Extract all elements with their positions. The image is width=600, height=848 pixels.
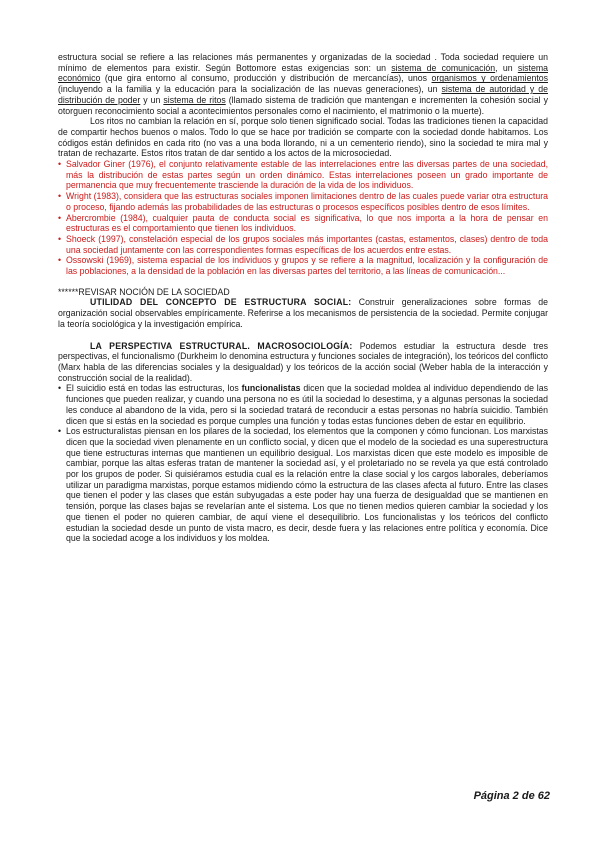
bold-term: funcionalistas: [241, 383, 301, 394]
text-run: y un: [140, 94, 164, 105]
text-run: , un: [495, 62, 518, 73]
perspective-heading: LA PERSPECTIVA ESTRUCTURAL. MACROSOCIOLOGÍA:: [90, 340, 353, 351]
spacer: [58, 330, 548, 341]
ritos-paragraph: Los ritos no cambian la relación en sí, porque solo tienen significado social. Todas las tradiciones tienen la capacidad de compartir hechos buenos o malos. Todo lo que se hace por tradición se comparte con la sociedad donde habitamos. Los códigos están definidos en cada rito (no vas a una boda llorando, ni a un cementerio riendo), sino la sociedad te mira mal y tratan de rechazarte. Estos ritos tratan de dar sentido a los actos de la microsociedad.: [58, 116, 548, 159]
bottomore-paragraph: [58, 52, 548, 116]
perspective-paragraph: [58, 341, 548, 384]
page-number: Página 2 de 62: [473, 790, 550, 802]
utility-text: Construir generalizaciones sobre formas de organización social observables empíricamente. Referirse a los mecanismos de persistencia de la sociedad. Permite conjugar la teoría sociológica y la investigación empírica.: [58, 297, 548, 329]
text-run: dicen que la sociedad moldea al individuo dependiendo de las funciones que pueden realizar, y cuando una persona no es útil la sociedad lo desestima, y a algunas personas la sociedad les conduce al abandono de la vida, pero si la sociedad tratará de reconducir a estas personas no habría suicidio. También dicen que si estás en la sociedad es porque cumples una función y todas estas funciones deben de estar en equilibrio.: [66, 383, 548, 426]
definitions-list: [58, 159, 548, 277]
definition-item: • Wright (1983), considera que las estructuras sociales imponen limitaciones dentro de las cuales puede variar otra estructura o proceso, fijando además las probabilidades de las estructuras o procesos específicos posibles dentro de esos límites.: [58, 191, 548, 212]
definition-item: • Shoeck (1997), constelación especial de los grupos sociales más importantes (castas, estamentos, clases) dentro de toda una sociedad juntamente con las correspondientes formas específicas de los acuerdos entre estas.: [58, 234, 548, 255]
structuralists-bullet: • Los estructuralistas piensan en los pilares de la sociedad, los elementos que la componen y cómo funcionan. Los marxistas dicen que la sociedad viven plenamente en un conflicto social, y dicen que el modelo de la sociedad es una superestructura que tiene estructuras internas que mantienen un equilibrio desigual. Los marxistas dicen que este modelo es imposible de cambiar, porque las altas esferas tratan de mantener la sociedad así, y el proletariado no se revela ya que está controlado por los grupos de poder. Si quisiéramos estudia cual es la relación entre la clase social y los cargos laborales, deberíamos utilizar un paradigma marxistas, porque estamos midiendo cómo la estructura de las clases afecta al futuro. Entre las clases que tienen el poder y las clases que están subyugadas a este poder hay una fuerza de desigualdad que se mantienen en tensión, porque las clases bajas se revelarían ante el sistema. Los que no tienen medios quieren cambiar la sociedad y los que tienen el poder no quieren cambiar, de aquí viene el desequilibrio. Los funcionalistas y los teóricos del conflicto estudian la sociedad desde un punto de vista macro, es decir, desde fuera y las relaciones entre política y economía. Dice que la sociedad acoge a los individuos y los moldea.: [58, 426, 548, 544]
perspective-text: Podemos estudiar la estructura desde tres perspectivas, el funcionalismo (Durkheim lo denomina estructura y funciones sociales de integración), los teóricos del conflicto (Marx habla de las diferencias sociales y la desigualdad) y los teóricos de la acción social (Weber habla de la interacción y construcción social de la realidad).: [58, 340, 548, 383]
underlined-term: sistema de ritos: [163, 94, 226, 105]
underlined-term: sistema de comunicación: [391, 62, 496, 73]
text-run: (llamado sistema de tradición que mantengan e incrementen la cohesión social y otorguen reconocimiento social a acontecimientos personales como el nacimiento, el matrimonio o la muerte).: [58, 94, 548, 116]
text-run: estructura social se refiere a las relaciones más permanentes y organizadas de la sociedad . Toda sociedad requiere un mínimo de elementos para existir. Según Bottomore estas exigencias son: un: [58, 52, 548, 73]
text-run: (que gira entorno al consumo, producción y distribución de mercancías), unos: [100, 73, 432, 84]
text-run: (incluyendo a la familia y la educación para la socialización de las nuevas generaciones), un: [58, 84, 442, 95]
review-note: ******REVISAR NOCIÓN DE LA SOCIEDAD: [58, 286, 230, 297]
suicide-bullet: [58, 383, 548, 426]
definition-item: • Salvador Giner (1976), el conjunto relativamente estable de las interrelaciones entre las diversas partes de una sociedad, más la distribución de estas partes según un orden dinámico. Estas interrelaciones poseen un grado importante de permanencia que muy frecuentemente trasciende la duración de la vida de los individuos.: [58, 159, 548, 191]
underlined-term: sistema de autoridad y de distribución de poder: [58, 84, 548, 105]
perspective-bullets: [58, 383, 548, 544]
underlined-term: organismos y ordenamientos: [431, 73, 548, 84]
definition-item: • Ossowski (1969), sistema espacial de los individuos y grupos y se refiere a la magnitud, localización y la configuración de las poblaciones, a la densidad de la población en las diversas partes del territorio, a las líneas de comunicación...: [58, 255, 548, 276]
definition-item: • Abercrombie (1984), cualquier pauta de conducta social es significativa, lo que nos importa a la hora de pensar en estructuras es el comportamiento que tienen los individuos.: [58, 213, 548, 234]
underlined-term: sistema económico: [58, 62, 548, 84]
utility-paragraph: [58, 297, 548, 329]
utility-heading: UTILIDAD DEL CONCEPTO DE ESTRUCTURA SOCIAL:: [90, 297, 352, 308]
spacer: [58, 277, 548, 287]
text-run: El suicidio está en todas las estructuras, los: [66, 383, 242, 394]
page-body: [58, 52, 548, 544]
